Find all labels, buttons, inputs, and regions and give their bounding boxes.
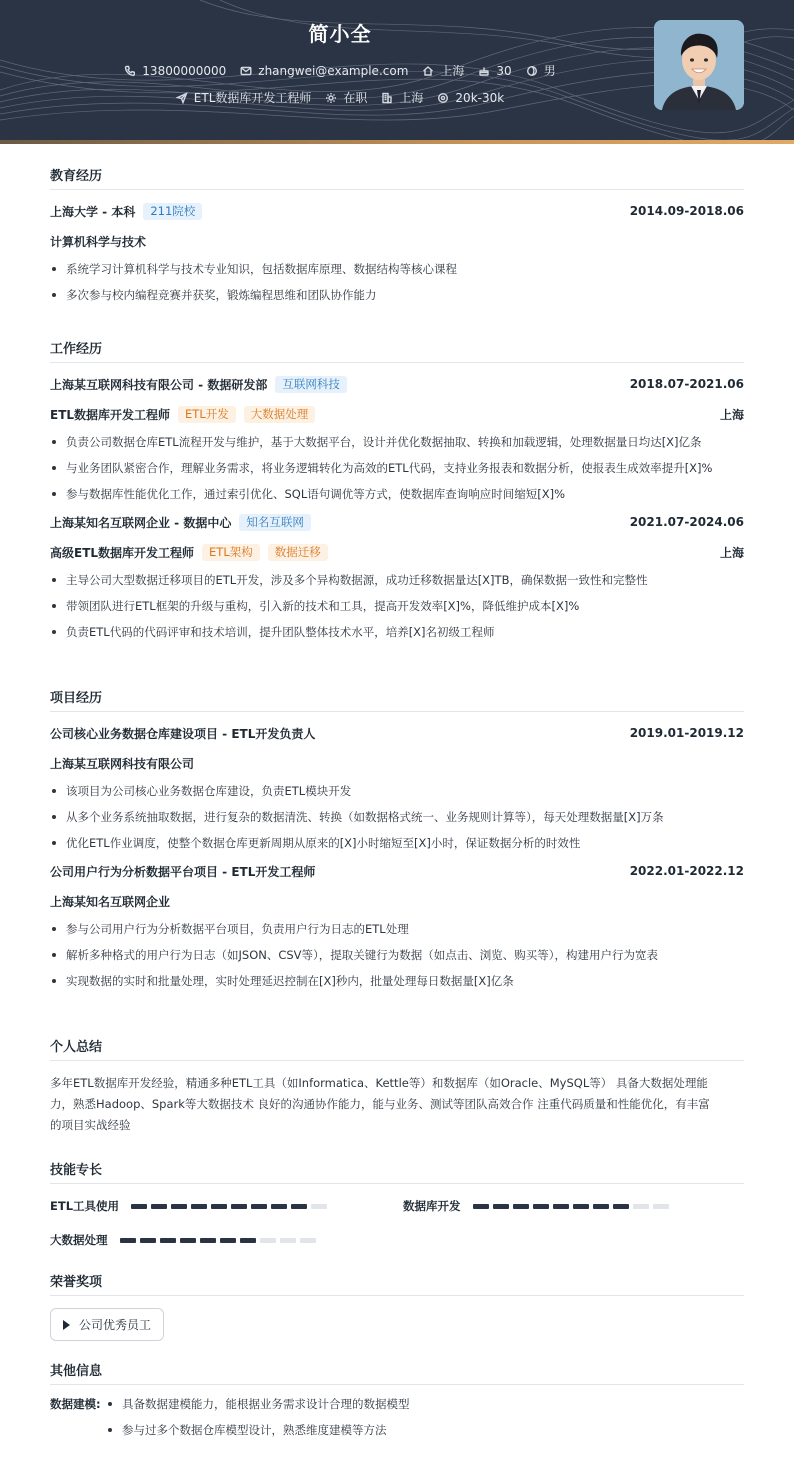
- skill-tag: 数据迁移: [268, 544, 328, 561]
- skill-level-segment: [311, 1204, 327, 1209]
- work-section: [50, 338, 744, 651]
- skill-level-segment: [231, 1204, 247, 1209]
- caret-right-icon: [63, 1320, 70, 1330]
- education-date: 2014.09-2018.06: [629, 204, 744, 218]
- skill-level-segment: [151, 1204, 167, 1209]
- summary-text: [50, 1073, 744, 1136]
- project-entry: [50, 862, 744, 988]
- skill-level-segment: [271, 1204, 287, 1209]
- summary-section: [50, 1036, 744, 1136]
- skill-level-segment: [300, 1238, 316, 1243]
- email-text: zhangwei@example.com: [258, 63, 409, 78]
- education-bullets: [50, 262, 744, 302]
- list-item: 参与公司用户行为分析数据平台项目，负责用户行为日志的ETL处理: [50, 922, 744, 936]
- skill-level-segment: [251, 1204, 267, 1209]
- summary-line: 的项目实战经验: [50, 1118, 131, 1132]
- skills-title: 技能专长: [50, 1159, 744, 1184]
- project-bullets: [50, 784, 744, 850]
- avatar-portrait: [654, 20, 744, 110]
- city-item: [422, 62, 464, 79]
- awards-section: [50, 1271, 744, 1341]
- job-role-row: [50, 405, 744, 423]
- project-header: [50, 862, 744, 880]
- projects-title: 项目经历: [50, 687, 744, 712]
- project-header: [50, 724, 744, 742]
- company-tag: 互联网科技: [275, 376, 347, 393]
- position-item: [176, 89, 312, 106]
- job-role-row: [50, 543, 744, 561]
- project-company-row: [50, 892, 744, 910]
- skill-name: 大数据处理: [50, 1233, 108, 1247]
- job-entry: [50, 513, 744, 639]
- project-entry: [50, 724, 744, 850]
- list-item: 负责公司数据仓库ETL流程开发与维护，基于大数据平台，设计并优化数据抽取、转换和加载逻辑，处理数据量日均达[X]亿条: [50, 435, 744, 449]
- mail-icon: [240, 65, 252, 77]
- job-row: [0, 89, 680, 106]
- project-company: 上海某知名互联网企业: [50, 894, 171, 909]
- send-icon: [176, 92, 188, 104]
- skill-level-segment: [593, 1204, 609, 1209]
- job-header: [50, 513, 744, 531]
- skill-tag: ETL架构: [202, 544, 260, 561]
- list-item: 参与过多个数据仓库模型设计，熟悉维度建模等方法: [106, 1423, 410, 1437]
- skill-level-segment: [131, 1204, 147, 1209]
- salary-text: 20k-30k: [455, 90, 505, 105]
- gender-text: 男: [543, 64, 556, 78]
- gear-icon: [325, 92, 337, 104]
- list-item: 主导公司大型数据迁移项目的ETL开发，涉及多个异构数据源，成功迁移数据量达[X]TB，确保数据一致性和完整性: [50, 573, 744, 587]
- header-accent-bar: [0, 140, 794, 144]
- salary-item: [437, 91, 504, 105]
- work-title: 工作经历: [50, 338, 744, 363]
- skill-level-segment: [160, 1238, 176, 1243]
- education-title: 教育经历: [50, 165, 744, 190]
- list-item: 多次参与校内编程竞赛并获奖，锻炼编程思维和团队协作能力: [50, 288, 744, 302]
- contact-row: [0, 62, 680, 79]
- skill-level-segment: [140, 1238, 156, 1243]
- list-item: 参与数据库性能优化工作，通过索引优化、SQL语句调优等方式，使数据库查询响应时间缩短[X]%: [50, 487, 744, 501]
- company-name: 上海某知名互联网企业 - 数据中心: [50, 515, 232, 530]
- company-name: 上海某互联网科技有限公司 - 数据研发部: [50, 377, 268, 392]
- job-role: 高级ETL数据库开发工程师: [50, 545, 195, 560]
- education-section: [50, 165, 744, 314]
- skill-level-segment: [513, 1204, 529, 1209]
- skill-name: ETL工具使用: [50, 1199, 120, 1213]
- age-text: 30: [496, 63, 512, 78]
- project-bullets: [50, 922, 744, 988]
- other-title: 其他信息: [50, 1360, 744, 1385]
- list-item: 负责ETL代码的代码评审和技术培训，提升团队整体技术水平，培养[X]名初级工程师: [50, 625, 744, 639]
- skill-level-segment: [533, 1204, 549, 1209]
- target-icon: [437, 92, 449, 104]
- project-date: 2019.01-2019.12: [629, 726, 744, 740]
- job-city: 上海: [719, 407, 744, 422]
- work-city-item: [381, 89, 423, 106]
- skill-level-segment: [653, 1204, 669, 1209]
- building-icon: [381, 92, 393, 104]
- skill-level-segment: [120, 1238, 136, 1243]
- summary-line: 多年ETL数据库开发经验，精通多种ETL工具（如Informatica、Kettle等）和数据库（如Oracle、MySQL等） 具备大数据处理能: [50, 1076, 708, 1090]
- status-item: [325, 89, 367, 106]
- skill-level-segment: [553, 1204, 569, 1209]
- project-date: 2022.01-2022.12: [629, 864, 744, 878]
- summary-title: 个人总结: [50, 1036, 744, 1061]
- phone-text: 13800000000: [142, 63, 227, 78]
- age-item: [478, 64, 511, 78]
- skills-section: [50, 1159, 744, 1256]
- other-bullets: [106, 1397, 410, 1449]
- list-item: 解析多种格式的用户行为日志（如JSON、CSV等），提取关键行为数据（如点击、浏览、购买等），构建用户行为宽表: [50, 948, 744, 962]
- project-company: 上海某互联网科技有限公司: [50, 756, 195, 771]
- company-tag: 知名互联网: [239, 514, 311, 531]
- city-text: 上海: [440, 64, 465, 78]
- list-item: 该项目为公司核心业务数据仓库建设，负责ETL模块开发: [50, 784, 744, 798]
- phone-item: [124, 64, 226, 78]
- skill-level-segment: [260, 1238, 276, 1243]
- project-name: 公司核心业务数据仓库建设项目 - ETL开发负责人: [50, 726, 316, 741]
- skill-level-bar: [131, 1204, 331, 1209]
- skills-grid: [50, 1196, 744, 1256]
- project-name: 公司用户行为分析数据平台项目 - ETL开发工程师: [50, 864, 316, 879]
- gender-item: [526, 62, 556, 79]
- major-row: [50, 232, 744, 250]
- avatar: [654, 20, 744, 110]
- skill-level-segment: [191, 1204, 207, 1209]
- skill-level-segment: [280, 1238, 296, 1243]
- list-item: 系统学习计算机科学与技术专业知识，包括数据库原理、数据结构等核心课程: [50, 262, 744, 276]
- awards-title: 荣誉奖项: [50, 1271, 744, 1296]
- job-entry: [50, 375, 744, 501]
- skill-level-segment: [613, 1204, 629, 1209]
- skill-level-segment: [240, 1238, 256, 1243]
- education-header: [50, 202, 744, 220]
- skill-name: 数据库开发: [403, 1199, 461, 1213]
- other-label: 数据建模:: [50, 1397, 101, 1411]
- skill-level-segment: [200, 1238, 216, 1243]
- skill-level-segment: [291, 1204, 307, 1209]
- skill-level-segment: [220, 1238, 236, 1243]
- skill-level-segment: [573, 1204, 589, 1209]
- job-bullets: [50, 573, 744, 639]
- gender-icon: [526, 65, 538, 77]
- skill-level-segment: [633, 1204, 649, 1209]
- resume-header: [0, 0, 794, 140]
- job-date: 2018.07-2021.06: [629, 377, 744, 391]
- email-item: [240, 64, 408, 78]
- skill-level-segment: [473, 1204, 489, 1209]
- summary-line: 力，熟悉Hadoop、Spark等大数据技术 良好的沟通协作能力，能与业务、测试等团队高效合作 注重代码质量和性能优化，有丰富: [50, 1097, 710, 1111]
- position-text: ETL数据库开发工程师: [193, 91, 312, 105]
- list-item: 带领团队进行ETL框架的升级与重构，引入新的技术和工具，提高开发效率[X]%，降低维护成本[X]%: [50, 599, 744, 613]
- cake-icon: [478, 65, 490, 77]
- skill-item: [50, 1198, 331, 1214]
- list-item: 具备数据建模能力，能根据业务需求设计合理的数据模型: [106, 1397, 410, 1411]
- project-company-row: [50, 754, 744, 772]
- school-tag: 211院校: [143, 203, 202, 220]
- home-icon: [422, 65, 434, 77]
- phone-icon: [124, 65, 136, 77]
- skill-item: [403, 1198, 673, 1214]
- major-name: 计算机科学与技术: [50, 234, 147, 249]
- job-date: 2021.07-2024.06: [629, 515, 744, 529]
- candidate-name: 简小全: [308, 22, 372, 46]
- status-text: 在职: [343, 91, 368, 105]
- list-item: 优化ETL作业调度，使整个数据仓库更新周期从原来的[X]小时缩短至[X]小时，保证数据分析的时效性: [50, 836, 744, 850]
- skill-level-segment: [211, 1204, 227, 1209]
- other-row: [50, 1397, 744, 1449]
- school-name: 上海大学 - 本科: [50, 204, 136, 219]
- projects-section: [50, 687, 744, 1000]
- list-item: 从多个业务系统抽取数据，进行复杂的数据清洗、转换（如数据格式统一、业务规则计算等），每天处理数据量[X]万条: [50, 810, 744, 824]
- award-label: 公司优秀员工: [79, 1318, 152, 1332]
- skill-level-segment: [493, 1204, 509, 1209]
- list-item: 与业务团队紧密合作，理解业务需求，将业务逻辑转化为高效的ETL代码，支持业务报表和数据分析，使报表生成效率提升[X]%: [50, 461, 744, 475]
- award-item[interactable]: [50, 1308, 164, 1341]
- skill-item: [50, 1232, 320, 1248]
- skill-level-segment: [171, 1204, 187, 1209]
- skill-tag: 大数据处理: [244, 406, 316, 423]
- skill-level-bar: [120, 1238, 320, 1243]
- job-role: ETL数据库开发工程师: [50, 407, 171, 422]
- job-bullets: [50, 435, 744, 501]
- job-city: 上海: [719, 545, 744, 560]
- work-city-text: 上海: [399, 91, 424, 105]
- skill-level-segment: [180, 1238, 196, 1243]
- list-item: 实现数据的实时和批量处理，实时处理延迟控制在[X]秒内，批量处理每日数据量[X]亿条: [50, 974, 744, 988]
- skill-tag: ETL开发: [178, 406, 236, 423]
- job-header: [50, 375, 744, 393]
- skill-level-bar: [473, 1204, 673, 1209]
- other-section: [50, 1360, 744, 1449]
